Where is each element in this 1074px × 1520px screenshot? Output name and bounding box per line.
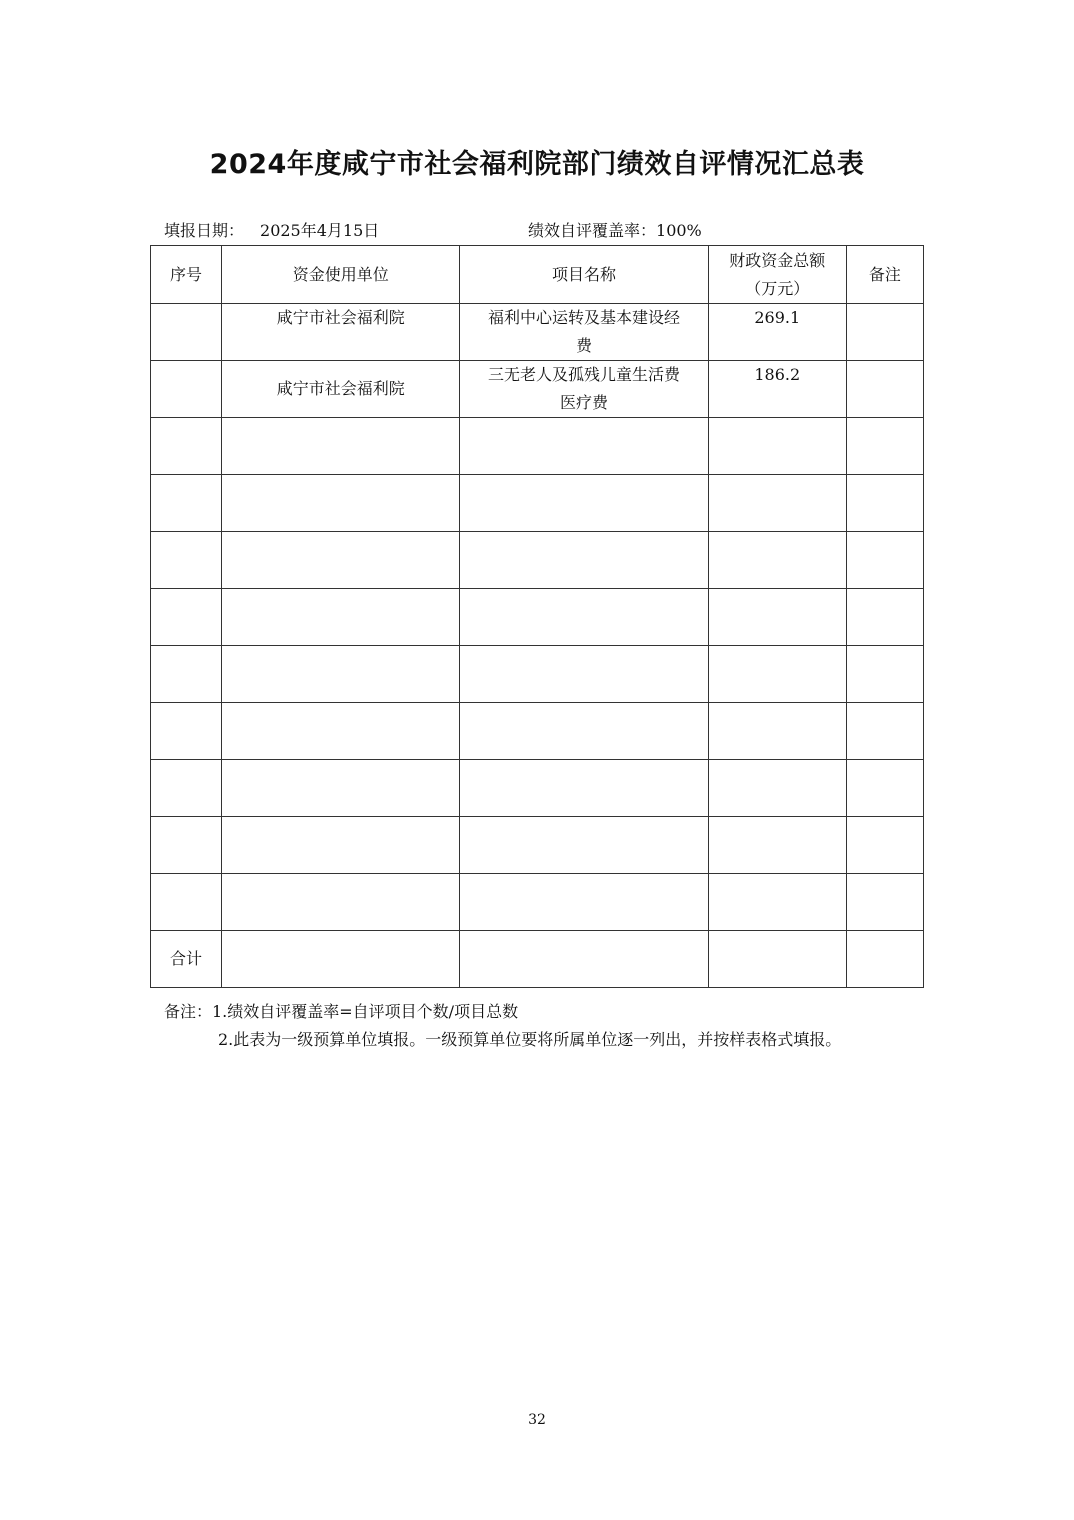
- table-row: [151, 361, 924, 418]
- fill-date-label: 填报日期：: [164, 221, 245, 240]
- row-project: [460, 304, 708, 361]
- row-unit: 咸宁市社会福利院: [222, 304, 460, 361]
- table-row: [151, 304, 924, 361]
- page-title: 2024年度咸宁市社会福利院部门绩效自评情况汇总表: [209, 149, 865, 180]
- table-row-empty: [151, 703, 924, 760]
- fill-date-value: 2025年4月15日: [260, 221, 380, 240]
- row-note: [846, 304, 923, 361]
- coverage-rate-value: 100%: [656, 221, 702, 240]
- row-unit: 咸宁市社会福利院: [222, 361, 460, 418]
- footnotes: [164, 998, 924, 1054]
- header-amount-line1: 财政资金总额: [729, 250, 826, 270]
- table-row-empty: [151, 532, 924, 589]
- table-total-row: [151, 931, 924, 988]
- fill-date: [164, 218, 379, 241]
- header-unit: 资金使用单位: [222, 246, 460, 304]
- header-project: 项目名称: [460, 246, 708, 304]
- row-project-line1: 三无老人及孤残儿童生活费: [488, 365, 681, 384]
- header-amount: [708, 246, 846, 304]
- table-row-empty: [151, 646, 924, 703]
- row-amount: 269.1: [708, 304, 846, 361]
- table-row-empty: [151, 817, 924, 874]
- coverage-rate: [528, 218, 702, 241]
- row-project: [460, 361, 708, 418]
- footnote-1: 备注：1.绩效自评覆盖率=自评项目个数/项目总数: [164, 1002, 519, 1021]
- row-note: [846, 361, 923, 418]
- table-row-empty: [151, 475, 924, 532]
- row-seq: [151, 304, 222, 361]
- row-project-line2: 费: [576, 336, 593, 355]
- header-amount-line2: （万元）: [745, 278, 810, 298]
- table-row-empty: [151, 760, 924, 817]
- coverage-rate-label: 绩效自评覆盖率：: [528, 221, 657, 240]
- table-row-empty: [151, 874, 924, 931]
- table-header-row: [151, 246, 924, 304]
- row-project-line1: 福利中心运转及基本建设经: [488, 308, 681, 327]
- total-label: 合计: [151, 931, 222, 988]
- row-seq: [151, 361, 222, 418]
- row-amount: 186.2: [708, 361, 846, 418]
- evaluation-summary-table: [150, 245, 924, 988]
- row-project-line2: 医疗费: [560, 393, 609, 412]
- header-note: 备注: [846, 246, 923, 304]
- table-row-empty: [151, 418, 924, 475]
- footnote-2: 2.此表为一级预算单位填报。一级预算单位要将所属单位逐一列出，并按样表格式填报。: [218, 1030, 842, 1049]
- header-seq: 序号: [151, 246, 222, 304]
- page-number: 32: [528, 1412, 546, 1428]
- table-row-empty: [151, 589, 924, 646]
